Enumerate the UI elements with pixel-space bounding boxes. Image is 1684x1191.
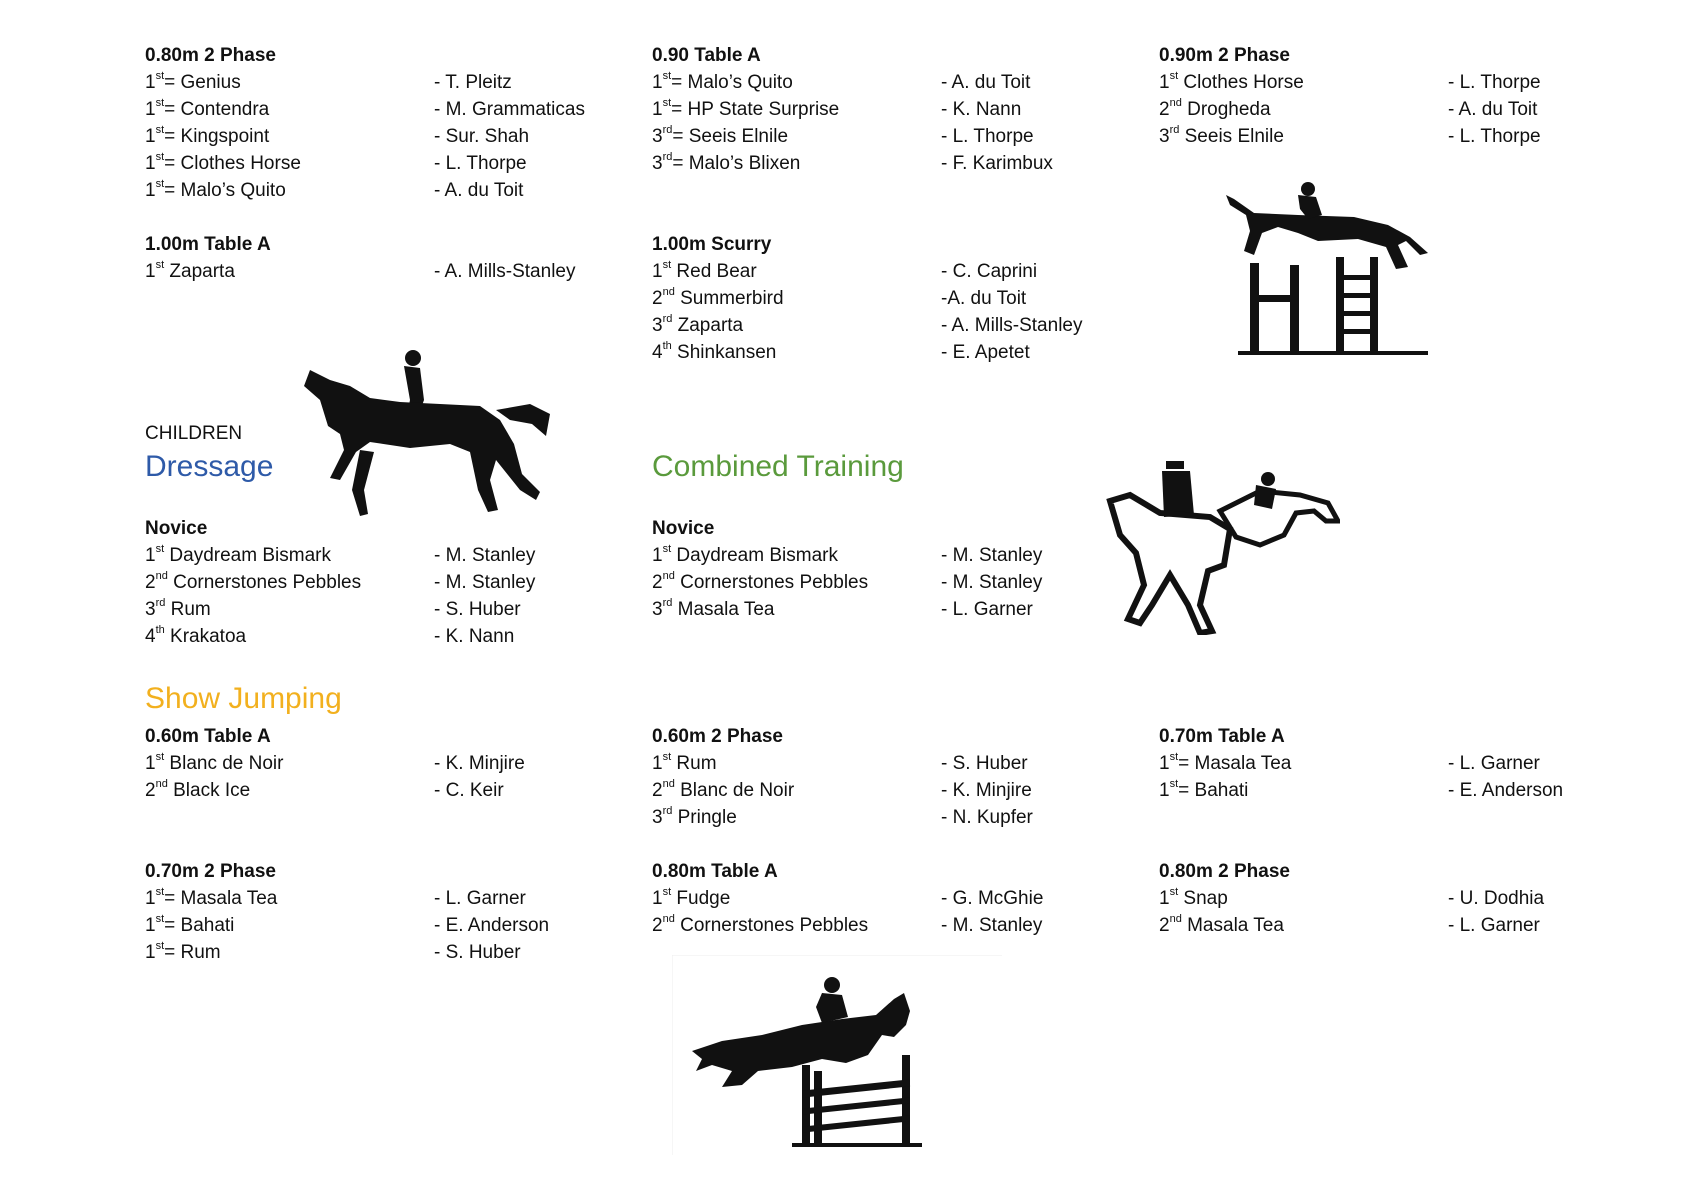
rider-name: - L. Thorpe [941,126,1034,147]
children-heading: CHILDREN [145,423,243,444]
placing-and-horse: 1st Clothes Horse [1159,70,1304,93]
placing-and-horse: 2nd Blanc de Noir [652,778,795,801]
result-row [145,123,605,150]
class-title: 0.60m 2 Phase [652,726,783,747]
placing-and-horse: 2nd Cornerstones Pebbles [652,570,869,593]
placing-suffix: rd [662,124,673,136]
result-row [652,804,1112,831]
rider-name: - A. Mills-Stanley [941,315,1083,336]
placing-suffix: st [155,70,165,82]
placing-suffix: rd [662,597,673,609]
class-title: 0.90m 2 Phase [1159,45,1290,66]
rider-name: - A. du Toit [434,180,524,201]
rider-name: - L. Garner [941,599,1033,620]
placing-suffix: st [155,751,165,763]
placing-and-horse: 1st Fudge [652,886,731,909]
class-title: 1.00m Scurry [652,234,772,255]
rider-name: - A. du Toit [1448,99,1538,120]
placing-and-horse: 1st Zaparta [145,259,235,282]
rider-name: - K. Minjire [434,753,525,774]
placing-and-horse: 1st Blanc de Noir [145,751,284,774]
rider-name: - E. Apetet [941,342,1030,363]
placing-suffix: st [662,886,672,898]
placing-suffix: nd [662,913,675,925]
result-row [145,885,605,912]
result-row [145,542,605,569]
show-jumper-image [1158,175,1478,360]
rider-name: - M. Stanley [941,545,1043,566]
rider-name: - Sur. Shah [434,126,530,147]
placing-suffix: rd [662,805,673,817]
rider-name: - M. Stanley [434,572,536,593]
class-title: Novice [145,518,208,539]
result-row [145,258,605,285]
class-block [145,723,605,804]
rider-name: - K. Nann [434,626,515,647]
result-row [145,69,605,96]
placing-suffix: nd [1169,97,1182,109]
placing-suffix: rd [662,313,673,325]
placing-suffix: th [155,624,165,636]
placing-suffix: st [1169,886,1179,898]
class-title: 0.80m 2 Phase [145,45,276,66]
placing-suffix: st [155,97,165,109]
placing-suffix: st [155,124,165,136]
placing-and-horse: 4th Shinkansen [652,340,777,363]
rider-name: - L. Thorpe [1448,72,1541,93]
placing-and-horse: 2nd Masala Tea [1159,913,1284,936]
rider-name: - L. Garner [1448,753,1540,774]
placing-suffix: st [1169,751,1179,763]
result-row [145,939,605,966]
placing-and-horse: 3rd Seeis Elnile [1159,124,1284,147]
result-row [1159,96,1599,123]
result-row [145,912,605,939]
placing-and-horse: 1st Daydream Bismark [652,543,838,566]
class-title: 0.70m Table A [1159,726,1285,747]
rider-name: - N. Kupfer [941,807,1033,828]
placing-and-horse: 1st= Bahati [1159,778,1249,801]
placing-suffix: st [155,543,165,555]
placing-suffix: st [155,940,165,952]
rider-name: - C. Caprini [941,261,1038,282]
combined-training-heading: Combined Training [652,450,904,483]
class-title: 0.80m Table A [652,861,778,882]
placing-suffix: st [155,913,165,925]
class-title: 1.00m Table A [145,234,271,255]
result-row [145,596,605,623]
placing-and-horse: 4th Krakatoa [145,624,247,647]
placing-suffix: st [155,259,165,271]
dressage-horse-image [300,340,550,525]
result-row [652,750,1112,777]
placing-suffix: st [1169,778,1179,790]
class-title: 0.90 Table A [652,45,761,66]
placing-suffix: rd [155,597,166,609]
rider-name: - L. Garner [434,888,526,909]
rider-name: -A. du Toit [941,288,1027,309]
placing-and-horse: 3rd Rum [145,597,211,620]
show-jumping-heading: Show Jumping [145,682,342,715]
placing-suffix: rd [1169,124,1180,136]
placing-and-horse: 1st= Clothes Horse [145,151,301,174]
placing-and-horse: 1st= Kingspoint [145,124,270,147]
placing-suffix: st [662,543,672,555]
rider-name: - K. Nann [941,99,1022,120]
placing-and-horse: 1st Snap [1159,886,1228,909]
class-block [145,231,605,285]
class-block [1159,42,1599,150]
show-jumper-fence-image [672,955,1002,1155]
placing-suffix: st [662,70,672,82]
rider-name: - A. Mills-Stanley [434,261,576,282]
result-row [145,623,605,650]
placing-and-horse: 3rd Pringle [652,805,737,828]
class-title: Novice [652,518,715,539]
result-row [652,96,1112,123]
result-row [145,96,605,123]
placing-and-horse: 1st Rum [652,751,717,774]
rider-name: - L. Thorpe [434,153,527,174]
placing-suffix: st [155,886,165,898]
result-row [652,596,1112,623]
result-row [145,177,605,204]
rider-name: - S. Huber [434,599,521,620]
placing-suffix: st [155,151,165,163]
class-block [145,515,605,650]
placing-and-horse: 2nd Black Ice [145,778,251,801]
class-block [1159,723,1599,804]
result-row [652,150,1112,177]
result-row [1159,123,1599,150]
result-row [652,569,1112,596]
rider-name: - C. Keir [434,780,504,801]
result-row [652,285,1112,312]
placing-suffix: st [1169,70,1179,82]
placing-and-horse: 3rd= Malo’s Blixen [652,151,801,174]
placing-and-horse: 1st= Masala Tea [145,886,278,909]
placing-suffix: nd [662,570,675,582]
placing-suffix: st [662,259,672,271]
result-row [652,123,1112,150]
result-row [652,69,1112,96]
result-row [652,339,1112,366]
result-row [145,569,605,596]
placing-and-horse: 1st= Contendra [145,97,270,120]
result-row [145,777,605,804]
placing-suffix: nd [662,778,675,790]
placing-suffix: nd [662,286,675,298]
placing-suffix: nd [155,570,168,582]
rider-name: - E. Anderson [1448,780,1564,801]
rider-name: - G. McGhie [941,888,1044,909]
placing-and-horse: 1st= Genius [145,70,241,93]
result-row [652,312,1112,339]
rider-name: - T. Pleitz [434,72,512,93]
placing-suffix: nd [1169,913,1182,925]
placing-and-horse: 3rd Masala Tea [652,597,775,620]
placing-and-horse: 1st= Rum [145,940,221,963]
class-block [652,858,1112,939]
placing-and-horse: 1st= Masala Tea [1159,751,1292,774]
placing-and-horse: 3rd Zaparta [652,313,744,336]
placing-and-horse: 2nd Drogheda [1159,97,1271,120]
result-row [1159,750,1599,777]
rider-name: - L. Garner [1448,915,1540,936]
class-title: 0.60m Table A [145,726,271,747]
result-row [652,885,1112,912]
class-block [145,858,605,966]
placing-and-horse: 3rd= Seeis Elnile [652,124,789,147]
class-title: 0.80m 2 Phase [1159,861,1290,882]
combined-training-image [1100,455,1340,635]
rider-name: - L. Thorpe [1448,126,1541,147]
placing-and-horse: 1st Daydream Bismark [145,543,331,566]
placing-suffix: th [662,340,672,352]
result-row [652,542,1112,569]
rider-name: - M. Stanley [941,572,1043,593]
class-block [652,231,1112,366]
result-row [1159,912,1599,939]
rider-name: - K. Minjire [941,780,1032,801]
rider-name: - M. Grammaticas [434,99,585,120]
class-block [1159,858,1599,939]
class-title: 0.70m 2 Phase [145,861,276,882]
result-row [1159,885,1599,912]
placing-and-horse: 1st= HP State Surprise [652,97,840,120]
class-block [652,42,1112,177]
placing-and-horse: 2nd Cornerstones Pebbles [145,570,362,593]
result-row [1159,69,1599,96]
class-block [652,515,1112,623]
rider-name: - M. Stanley [941,915,1043,936]
rider-name: - U. Dodhia [1448,888,1545,909]
placing-suffix: nd [155,778,168,790]
result-row [145,150,605,177]
rider-name: - M. Stanley [434,545,536,566]
placing-and-horse: 2nd Cornerstones Pebbles [652,913,869,936]
rider-name: - E. Anderson [434,915,550,936]
result-row [1159,777,1599,804]
placing-and-horse: 1st= Malo’s Quito [652,70,793,93]
class-block [145,42,605,204]
placing-and-horse: 2nd Summerbird [652,286,784,309]
class-block [652,723,1112,831]
result-row [652,258,1112,285]
dressage-heading: Dressage [145,450,274,483]
placing-suffix: st [662,97,672,109]
placing-suffix: rd [662,151,673,163]
placing-and-horse: 1st Red Bear [652,259,757,282]
placing-and-horse: 1st= Bahati [145,913,235,936]
placing-and-horse: 1st= Malo’s Quito [145,178,286,201]
rider-name: - F. Karimbux [941,153,1053,174]
result-row [652,777,1112,804]
rider-name: - A. du Toit [941,72,1031,93]
result-row [652,912,1112,939]
placing-suffix: st [155,178,165,190]
rider-name: - S. Huber [941,753,1028,774]
placing-suffix: st [662,751,672,763]
rider-name: - S. Huber [434,942,521,963]
result-row [145,750,605,777]
